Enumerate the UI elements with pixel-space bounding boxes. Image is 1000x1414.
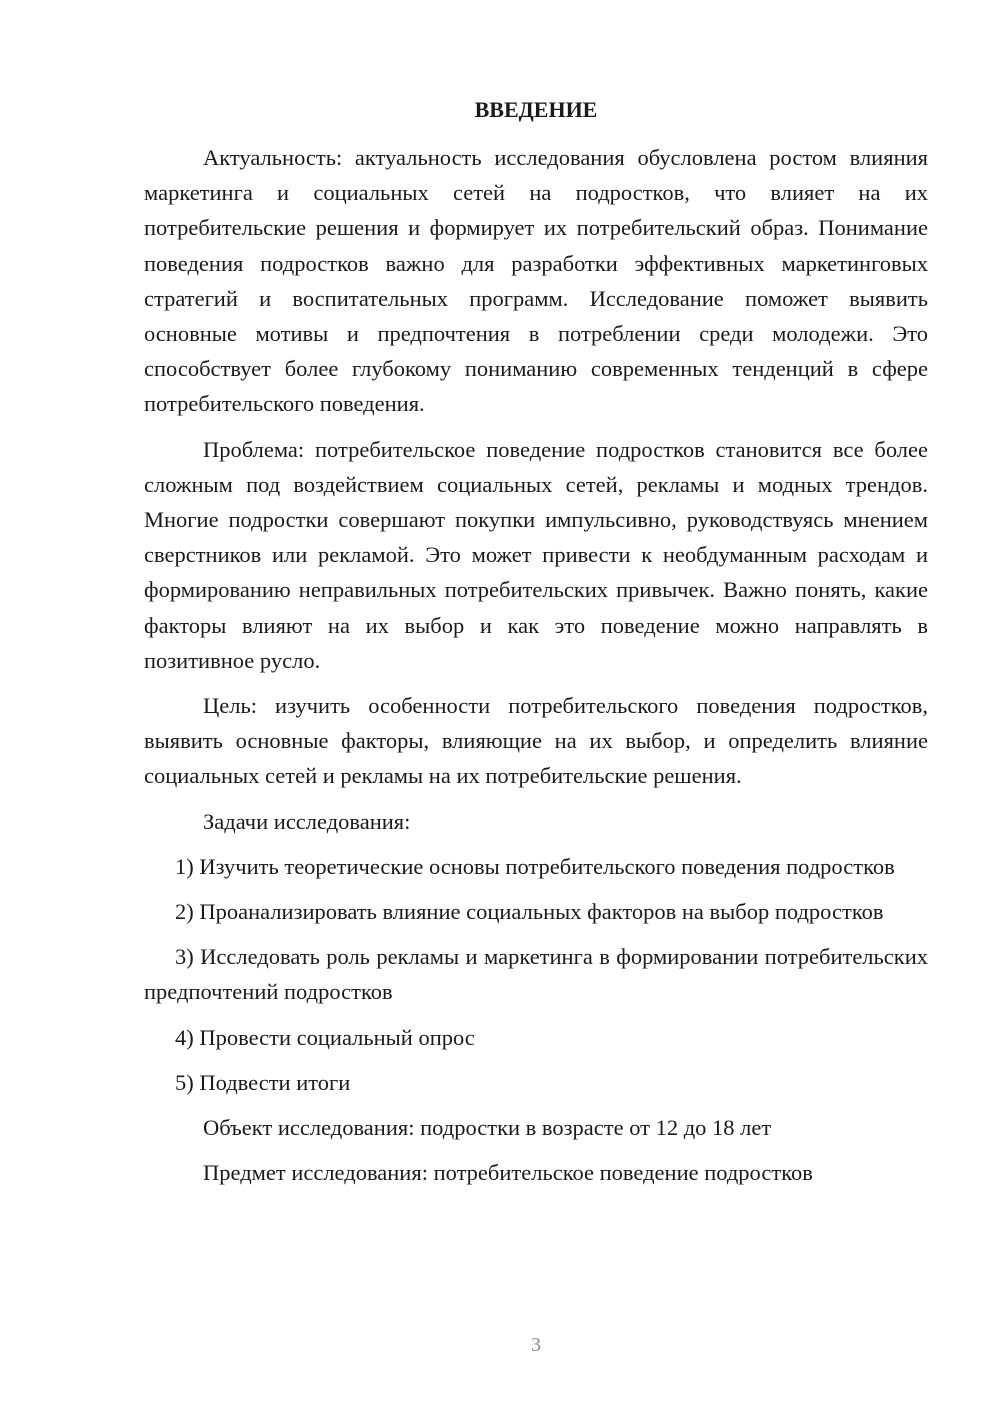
section-heading: ВВЕДЕНИЕ bbox=[474, 97, 598, 122]
task-item: 1) Изучить теоретические основы потребительского поведения подростков bbox=[175, 853, 895, 879]
task-item: 2) Проанализировать влияние социальных факторов на выбор подростков bbox=[175, 899, 884, 925]
tasks-title: Задачи исследования: bbox=[203, 808, 411, 834]
paragraph-goal: Цель: изучить особенности потребительского поведения подростков, выявить основные факторы, влияющие на их выбор, и определить влияние социальных сетей и рекламы на их потребительские решения. bbox=[144, 693, 928, 789]
paragraph-problem: Проблема: потребительское поведение подростков становится все более сложным под воздействием социальных сетей, рекламы и модных трендов. Многие подростки совершают покупки импульсивно, руководствуясь мнением сверстников или рекламой. Это может привести к необдуманным расходам и формированию неправильных потребительских привычек. Важно понять, какие факторы влияют на их выбор и как это поведение можно направлять в позитивное русло. bbox=[144, 436, 928, 673]
task-item: 5) Подвести итоги bbox=[175, 1069, 351, 1095]
research-object: Объект исследования: подростки в возрасте от 12 до 18 лет bbox=[203, 1115, 772, 1141]
paragraph-relevance: Актуальность: актуальность исследования обусловлена ростом влияния маркетинга и социальных сетей на подростков, что влияет на их потребительские решения и формирует их потребительский образ. Понимание поведения подростков важно для разработки эффективных маркетинговых стратегий и воспитательных программ. Исследование поможет выявить основные мотивы и предпочтения в потреблении среди молодежи. Это способствует более глубокому пониманию современных тенденций в сфере потребительского поведения. bbox=[144, 145, 928, 417]
research-subject: Предмет исследования: потребительское поведение подростков bbox=[203, 1160, 813, 1186]
page-number: 3 bbox=[531, 1334, 541, 1356]
task-item: 4) Провести социальный опрос bbox=[175, 1024, 475, 1050]
page-content bbox=[144, 94, 928, 1200]
task-item: 3) Исследовать роль рекламы и маркетинга в формировании потребительских предпочтений подростков bbox=[144, 944, 928, 1005]
